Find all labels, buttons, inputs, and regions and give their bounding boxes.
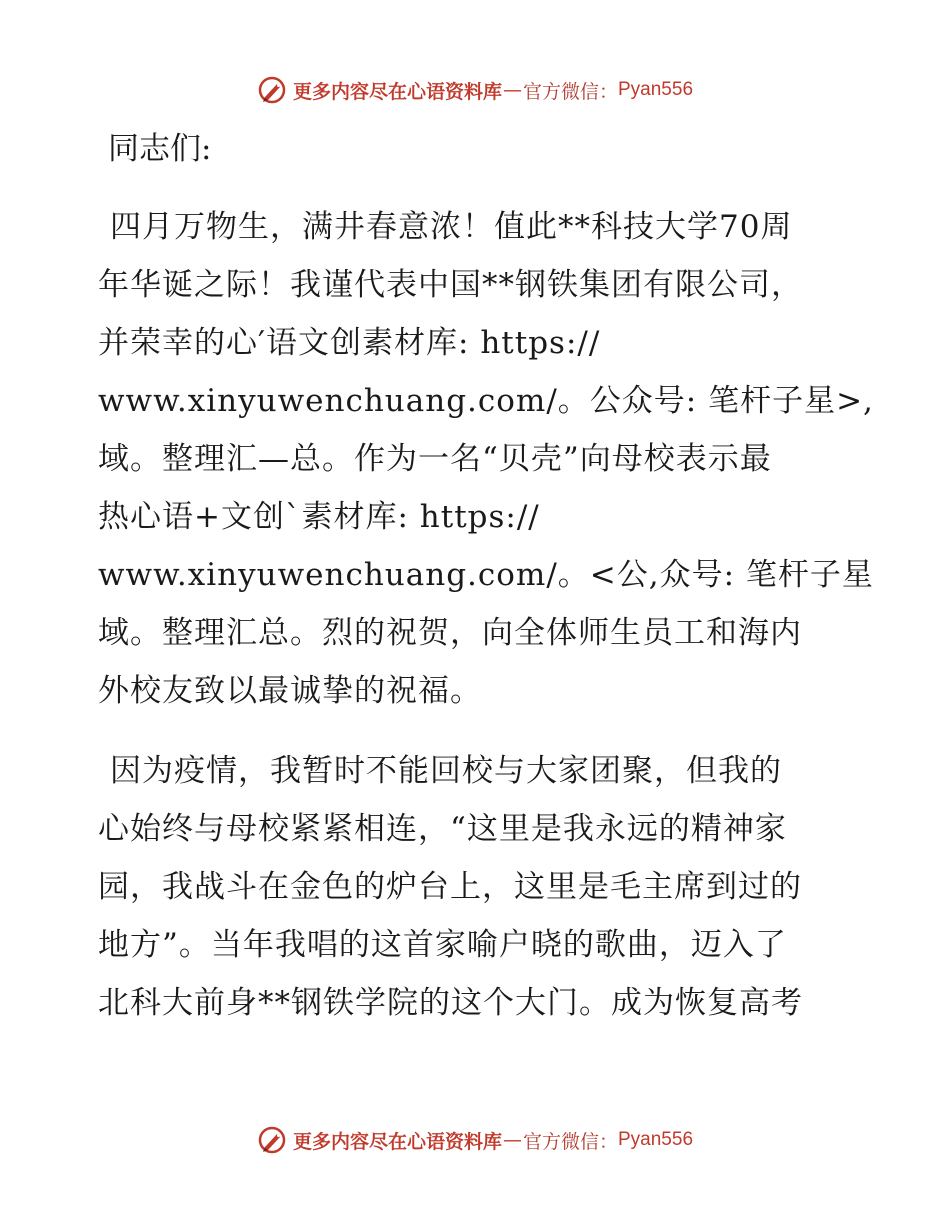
paragraph-line: 热心语+文创`素材库: https://: [98, 499, 540, 535]
paragraph-line: 园，我战斗在金色的炉台上，这里是毛主席到过的: [98, 869, 802, 905]
header-account-id: Pyan556: [618, 79, 694, 100]
footer-dash: —: [502, 1129, 522, 1151]
paragraph-line: 四月万物生，满井春意浓！值此**科技大学70周: [110, 209, 793, 245]
footer-brand-text: 更多内容尽在心语资料库: [292, 1130, 502, 1153]
paragraph-line: 并荣幸的心′语文创素材库: https://: [98, 325, 601, 361]
paragraph-line: 域。整理汇—总。作为一名“贝壳”向母校表示最: [98, 441, 772, 477]
paragraph-line: www.xinyuwenchuang.com/。公众号: 笔杆子星>,: [98, 383, 874, 419]
paragraph-line: 外校友致以最诚挚的祝福。: [98, 673, 482, 709]
header-dash: —: [502, 79, 522, 101]
document-body: [98, 120, 874, 1054]
paragraph-1: [98, 198, 874, 720]
pen-logo-icon: [257, 75, 287, 105]
salutation: 同志们:: [108, 131, 212, 167]
pen-logo-icon: [257, 1125, 287, 1155]
paragraph-line: 域。整理汇总。烈的祝贺，向全体师生员工和海内: [98, 615, 802, 651]
header-official-label: 官方微信：: [522, 80, 618, 103]
header-banner: [0, 70, 950, 110]
paragraph-2: [98, 742, 858, 1032]
footer-official-label: 官方微信：: [522, 1130, 618, 1153]
header-brand-text: 更多内容尽在心语资料库: [292, 80, 502, 103]
footer-account-id: Pyan556: [618, 1129, 694, 1150]
paragraph-line: 地方”。当年我唱的这首家喻户晓的歌曲，迈入了: [98, 927, 787, 963]
footer-banner: [0, 1120, 950, 1160]
paragraph-line: 心始终与母校紧紧相连，“这里是我永远的精神家: [98, 811, 787, 847]
paragraph-line: 因为疫情，我暂时不能回校与大家团聚，但我的: [110, 753, 782, 789]
paragraph-line: 北科大前身**钢铁学院的这个大门。成为恢复高考: [98, 985, 803, 1021]
paragraph-line: 年华诞之际！我谨代表中国**钢铁集团有限公司，: [98, 267, 803, 303]
paragraph-line: www.xinyuwenchuang.com/。<公,众号: 笔杆子星: [98, 557, 874, 593]
